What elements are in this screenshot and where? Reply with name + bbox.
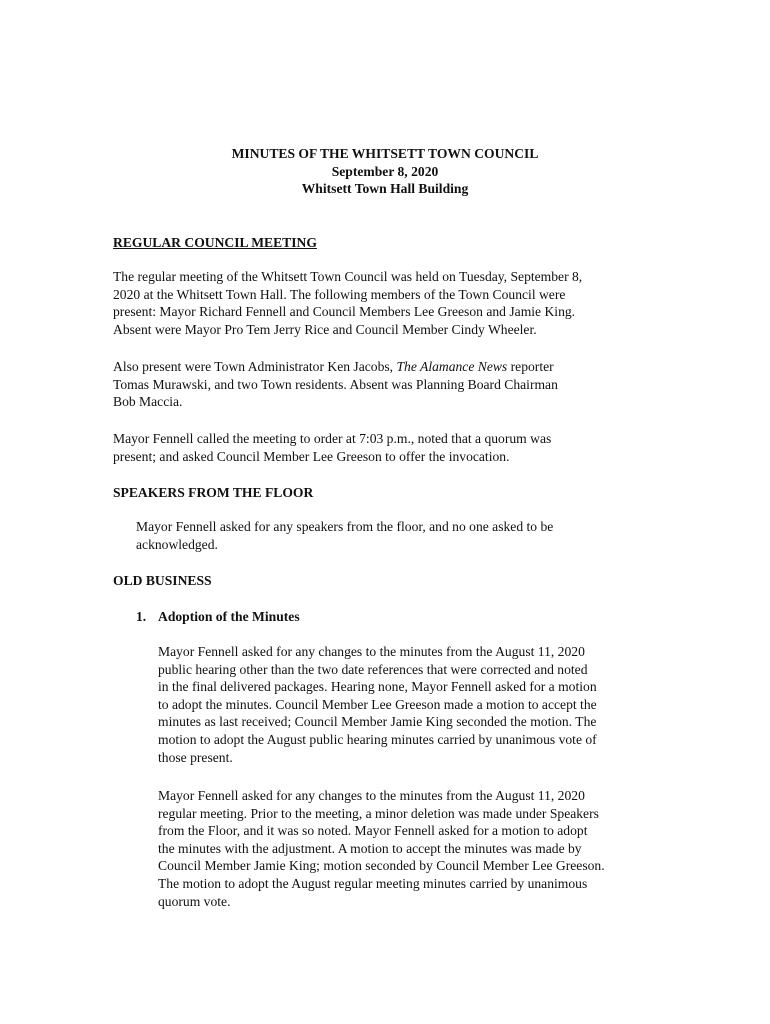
paragraph-speakers bbox=[136, 518, 676, 553]
paragraph-line: the minutes with the adjustment. A motion to accept the minutes was made by bbox=[158, 840, 582, 856]
paragraph-line: The motion to adopt the August regular meeting minutes carried by unanimous bbox=[158, 875, 588, 891]
paragraph-call-to-order bbox=[113, 430, 653, 465]
list-item-adoption-of-minutes bbox=[136, 608, 300, 626]
paragraph-also-present bbox=[113, 358, 653, 411]
paragraph-line: motion to adopt the August public hearing minutes carried by unanimous vote of bbox=[158, 731, 597, 747]
paragraph-line: to adopt the minutes. Council Member Lee Greeson made a motion to accept the bbox=[158, 696, 597, 712]
paragraph-line: Mayor Fennell asked for any changes to the minutes from the August 11, 2020 bbox=[158, 644, 585, 659]
heading-regular-council-meeting: REGULAR COUNCIL MEETING bbox=[113, 235, 317, 250]
paragraph-line: Bob Maccia. bbox=[113, 394, 183, 410]
text-run: reporter bbox=[507, 359, 554, 374]
paragraph-line: Mayor Fennell called the meeting to order at 7:03 p.m., noted that a quorum was bbox=[113, 431, 552, 446]
paragraph-line: Absent were Mayor Pro Tem Jerry Rice and Council Member Cindy Wheeler. bbox=[113, 321, 537, 337]
paragraph-line: Tomas Murawski, and two Town residents. Absent was Planning Board Chairman bbox=[113, 376, 558, 392]
paragraph-line: Mayor Fennell asked for any speakers from the floor, and no one asked to be bbox=[136, 519, 554, 534]
paragraph-attendance bbox=[113, 268, 653, 338]
paragraph-regular-meeting-minutes bbox=[158, 787, 698, 910]
publication-name: The Alamance News bbox=[396, 359, 508, 374]
list-number: 1. bbox=[136, 609, 147, 624]
heading-old-business: OLD BUSINESS bbox=[113, 573, 212, 588]
paragraph-line: present; and asked Council Member Lee Greeson to offer the invocation. bbox=[113, 448, 510, 464]
paragraph-line: regular meeting. Prior to the meeting, a minor deletion was made under Speakers bbox=[158, 805, 599, 821]
paragraph-line bbox=[113, 358, 653, 376]
paragraph-public-hearing-minutes bbox=[158, 643, 698, 766]
document-title bbox=[0, 145, 770, 198]
title-line-1: MINUTES OF THE WHITSETT TOWN COUNCIL bbox=[231, 146, 539, 161]
title-location: Whitsett Town Hall Building bbox=[301, 181, 469, 196]
paragraph-line: Council Member Jamie King; motion seconded by Council Member Lee Greeson. bbox=[158, 858, 605, 874]
paragraph-line: quorum vote. bbox=[158, 893, 231, 909]
list-item-title: Adoption of the Minutes bbox=[158, 609, 300, 624]
paragraph-line: in the final delivered packages. Hearing none, Mayor Fennell asked for a motion bbox=[158, 679, 597, 695]
paragraph-line: minutes as last received; Council Member Jamie King seconded the motion. The bbox=[158, 714, 597, 730]
paragraph-line: Mayor Fennell asked for any changes to the minutes from the August 11, 2020 bbox=[158, 788, 585, 803]
paragraph-line: those present. bbox=[158, 749, 233, 765]
paragraph-line: The regular meeting of the Whitsett Town Council was held on Tuesday, September 8, bbox=[113, 269, 583, 284]
paragraph-line: acknowledged. bbox=[136, 536, 218, 552]
paragraph-line: present: Mayor Richard Fennell and Council Members Lee Greeson and Jamie King. bbox=[113, 304, 576, 320]
paragraph-line: from the Floor, and it was so noted. Mayor Fennell asked for a motion to adopt bbox=[158, 823, 588, 839]
heading-speakers-from-floor: SPEAKERS FROM THE FLOOR bbox=[113, 485, 314, 500]
title-date: September 8, 2020 bbox=[331, 163, 439, 179]
paragraph-line: public hearing other than the two date references that were corrected and noted bbox=[158, 661, 588, 677]
paragraph-line: 2020 at the Whitsett Town Hall. The following members of the Town Council were bbox=[113, 286, 566, 302]
text-run: Also present were Town Administrator Ken Jacobs, bbox=[113, 359, 397, 374]
